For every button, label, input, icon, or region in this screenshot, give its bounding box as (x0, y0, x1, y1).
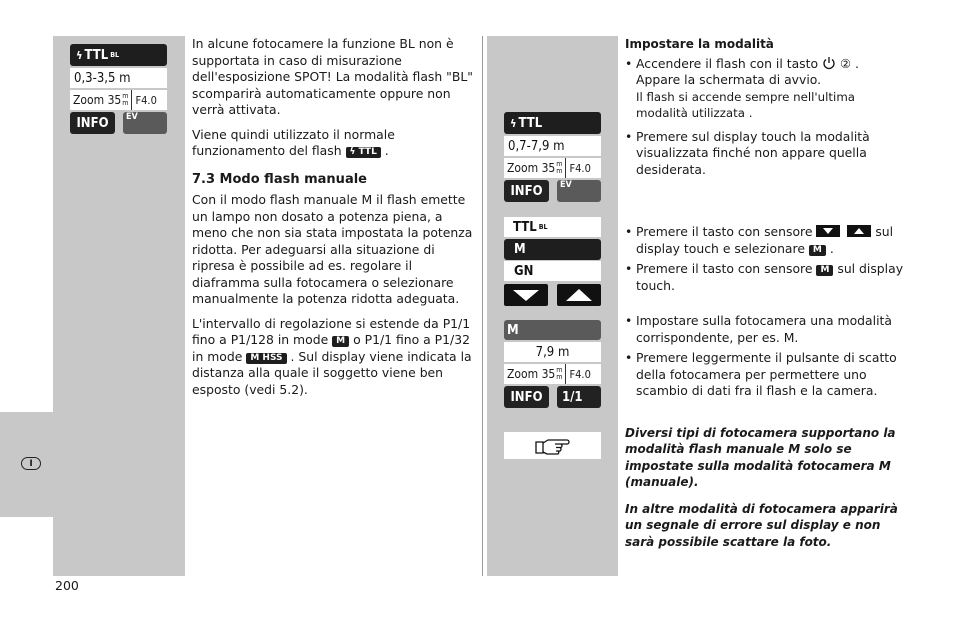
mode-label: M (507, 322, 519, 338)
range-text-a: L'intervallo di regolazione si estende da P1/1 fino a P1/128 in mode (192, 315, 471, 347)
press-m-text-b: sul display touch. (636, 261, 904, 293)
normal-flash-paragraph (192, 127, 474, 160)
ev-button[interactable] (123, 112, 167, 134)
zoom-unit-bottom: m (122, 99, 129, 107)
press-m-text: Premere il tasto con sensore (636, 261, 813, 276)
m-badge: M (816, 265, 833, 276)
power-on-text: Accendere il flash con il tasto (636, 55, 819, 71)
flash-icon: ϟ (510, 116, 517, 130)
zoom-unit-top: m (556, 160, 563, 168)
flash-icon: ϟ (349, 147, 359, 157)
info-button[interactable] (504, 386, 549, 408)
mode-option-label: M (514, 242, 526, 257)
zoom-value: 35 (541, 367, 556, 381)
display-panel-ttl-bl (70, 44, 167, 136)
power-label: 1/1 (562, 389, 583, 405)
distance-row (70, 68, 167, 88)
list-item (625, 261, 905, 294)
mode-label: TTL (518, 115, 543, 131)
list-item (625, 313, 905, 346)
aperture-value: F4.0 (135, 93, 157, 107)
mode-option-gn[interactable] (504, 261, 601, 281)
distance-row (504, 136, 601, 156)
list-item (625, 129, 905, 179)
last-mode-note: Il flash si accende sempre nell'ultima modalità utilizzata . (636, 89, 856, 120)
ttl-badge (346, 147, 381, 158)
mode-bar (504, 320, 601, 340)
info-button[interactable] (504, 180, 549, 202)
up-key-badge (847, 225, 871, 237)
side-tab-label: I (29, 458, 33, 469)
zoom-label: Zoom (507, 367, 539, 381)
mode-option-m[interactable] (504, 239, 601, 260)
zoom-unit-top: m (122, 92, 129, 100)
info-label: INFO (510, 389, 543, 405)
column-divider (482, 36, 483, 576)
flash-icon: ϟ (76, 48, 83, 62)
note-box (504, 432, 601, 459)
chevron-up-icon (847, 225, 871, 237)
mode-option-ttl-bl[interactable] (504, 217, 601, 237)
m-badge: M (332, 336, 349, 347)
info-button[interactable] (70, 112, 115, 134)
normal-flash-text: Viene quindi utilizzato il normale funzionamento del flash (192, 126, 395, 158)
key-number: ② (839, 55, 852, 71)
range-text-c: . Sul display viene indicata la distanza alla quale il soggetto viene ben esposto (vedi 5.2). (192, 348, 472, 397)
range-paragraph (192, 316, 474, 399)
display-panel-manual (504, 320, 601, 410)
instruction-list-3 (625, 313, 905, 400)
start-screen-text: Appare la schermata di avvio. (636, 72, 822, 87)
instruction-list-2 (625, 224, 905, 294)
zoom-unit-bottom: m (556, 373, 563, 381)
zoom-unit-top: m (556, 366, 563, 374)
up-arrow-button[interactable] (557, 284, 601, 306)
power-button[interactable] (557, 386, 601, 408)
ev-label: EV (560, 180, 572, 190)
power-icon (822, 56, 836, 70)
normal-flash-end: . (384, 143, 389, 158)
m-hss-badge: M HSS (246, 353, 286, 364)
chevron-down-icon (504, 284, 548, 306)
distance-row (504, 342, 601, 362)
ev-button[interactable] (557, 180, 601, 202)
mode-bar (70, 44, 167, 66)
sensor-key-end: . (829, 240, 834, 256)
zoom-value: 35 (541, 161, 556, 175)
mode-option-label: GN (514, 263, 534, 279)
instruction-list-1 (625, 56, 905, 179)
m-badge: M (809, 245, 826, 256)
mode-label: TTL (84, 47, 109, 63)
chevron-up-icon (557, 284, 601, 306)
list-item (625, 56, 905, 122)
chevron-down-icon (816, 225, 840, 237)
mode-sup: BL (110, 51, 120, 59)
select-mode-text: Premere sul display touch la modalità visualizzata finché non appare quella desiderata. (636, 128, 870, 177)
mode-option-sup: BL (538, 223, 548, 231)
distance-value: 0,3-3,5 m (74, 70, 131, 86)
mode-selector-panel (504, 217, 601, 307)
left-text-column (192, 36, 474, 406)
note-paragraph-2: In altre modalità di fotocamera apparirà un segnale di errore sul display e non sarà possibile scattare la foto. (625, 501, 898, 549)
sensor-key-text: Premere il tasto con sensore (636, 224, 813, 239)
distance-value: 0,7-7,9 m (508, 138, 565, 154)
aperture-value: F4.0 (569, 161, 591, 175)
zoom-unit-bottom: m (556, 167, 563, 175)
zoom-row (504, 158, 601, 178)
zoom-row (70, 90, 167, 110)
manual-mode-paragraph: Con il modo flash manuale M il flash emette un lampo non dosato a potenza piena, a meno che non sia stata impostata la potenza ridotta. Per adeguarsi alla situazione di ripresa è possibile ad es. regolare il diaframma sulla fotocamera o selezionare manualmente la potenza ridotta adeguata. (192, 192, 473, 306)
ev-label: EV (126, 112, 138, 122)
zoom-label: Zoom (73, 93, 105, 107)
mode-option-label: TTL (513, 219, 537, 235)
power-on-end: . (855, 55, 859, 71)
right-heading: Impostare la modalità (625, 37, 774, 51)
note-paragraph-1: Diversi tipi di fotocamera supportano la modalità flash manuale M solo se impostate sulla modalità fotocamera M (manuale). (625, 425, 896, 489)
zoom-value: 35 (107, 93, 122, 107)
right-text-column (625, 36, 905, 558)
side-tab-circle (21, 457, 41, 470)
info-label: INFO (76, 115, 109, 131)
info-label: INFO (510, 183, 543, 199)
bl-note-paragraph: In alcune fotocamere la funzione BL non è supportata in caso di misurazione dell'esposizione SPOT! La modalità flash "BL" scomparirà automaticamente oppure non verrà attivata. (192, 36, 473, 117)
list-item (625, 350, 905, 400)
section-heading: 7.3 Modo flash manuale (192, 171, 367, 187)
down-key-badge (816, 225, 840, 237)
list-item (625, 224, 905, 257)
down-arrow-button[interactable] (504, 284, 548, 306)
shutter-text: Premere leggermente il pulsante di scatto della fotocamera per permettere uno scambio di dati fra il flash e la camera. (636, 350, 897, 398)
display-panel-ttl (504, 112, 601, 204)
zoom-label: Zoom (507, 161, 539, 175)
zoom-row (504, 364, 601, 384)
aperture-value: F4.0 (569, 367, 591, 381)
page-number: 200 (55, 578, 79, 593)
sensor-key-text-b: sul display touch e selezionare (636, 224, 894, 256)
distance-value: 7,9 m (535, 344, 570, 360)
range-text-b: o P1/1 fino a P1/32 in mode (192, 332, 470, 364)
camera-mode-text: Impostare sulla fotocamera una modalità corrispondente, per es. M. (636, 313, 892, 345)
ttl-badge-label: TTL (358, 147, 377, 157)
mode-bar (504, 112, 601, 134)
pointing-hand-icon (534, 436, 572, 456)
